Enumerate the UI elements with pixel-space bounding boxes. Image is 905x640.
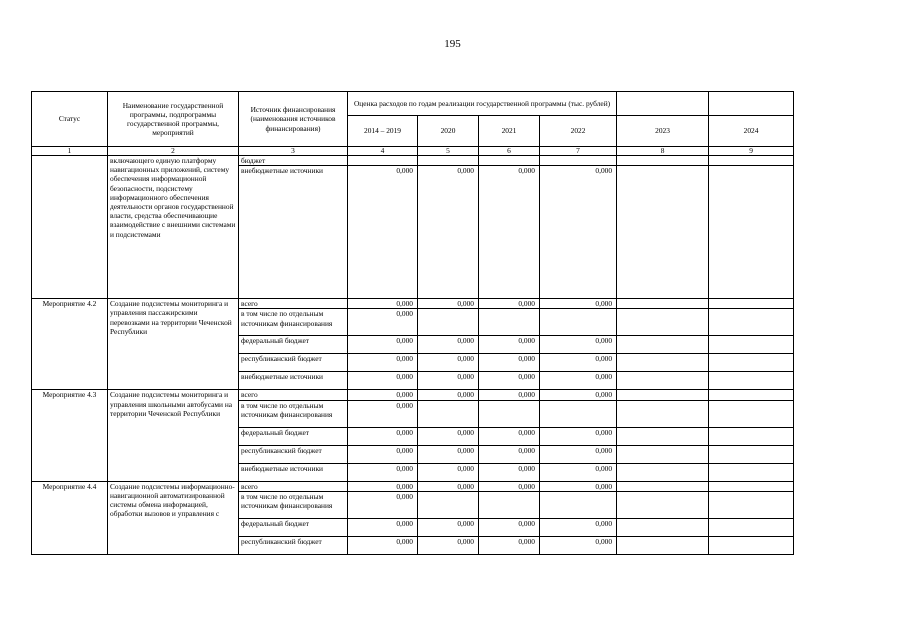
header-year: 2021	[479, 116, 540, 147]
source-cell: федеральный бюджет	[239, 427, 348, 445]
header-empty-9	[709, 92, 794, 116]
empty-cell	[617, 372, 709, 390]
value-cell: 0,000	[418, 536, 479, 554]
value-cell: 0,000	[418, 463, 479, 481]
value-cell: 0,000	[479, 354, 540, 372]
value-cell: 0,000	[348, 390, 418, 400]
value-cell: 0,000	[348, 354, 418, 372]
empty-cell	[617, 481, 709, 491]
empty-cell	[709, 309, 794, 336]
value-cell: 0,000	[418, 390, 479, 400]
name-cell: Создание подсистемы мониторинга и управления школьными автобусами на территории Чеченской Республики	[108, 390, 239, 481]
value-cell: 0,000	[540, 390, 617, 400]
header-year: 2014 – 2019	[348, 116, 418, 147]
index-cell: 6	[479, 147, 540, 156]
value-cell: 0,000	[418, 427, 479, 445]
empty-cell	[709, 481, 794, 491]
empty-cell	[617, 536, 709, 554]
value-cell: 0,000	[479, 445, 540, 463]
value-cell: 0,000	[540, 463, 617, 481]
empty-cell	[617, 299, 709, 309]
value-cell: 0,000	[418, 372, 479, 390]
source-cell: всего	[239, 299, 348, 309]
value-cell: 0,000	[418, 354, 479, 372]
status-cell: Мероприятие 4.2	[32, 299, 108, 390]
value-cell	[479, 400, 540, 427]
source-cell: в том числе по отдельным источникам финансирования	[239, 309, 348, 336]
value-cell	[348, 156, 418, 166]
empty-cell	[617, 518, 709, 536]
empty-cell	[617, 309, 709, 336]
value-cell: 0,000	[418, 518, 479, 536]
value-cell: 0,000	[540, 445, 617, 463]
name-cell: Создание подсистемы информационно-навигационной автоматизированной системы обмена информацией, обработки вызовов и управления с	[108, 481, 239, 554]
value-cell: 0,000	[479, 518, 540, 536]
page-number: 195	[444, 38, 461, 50]
value-cell: 0,000	[479, 463, 540, 481]
header-source: Источник финансирования (наименования источников финансирования)	[239, 92, 348, 147]
value-cell	[418, 309, 479, 336]
value-cell	[479, 309, 540, 336]
empty-cell	[709, 299, 794, 309]
value-cell: 0,000	[479, 372, 540, 390]
index-cell: 7	[540, 147, 617, 156]
name-cell: включающего единую платформу навигационных приложений, систему обеспечения информационной безопасности, подсистему информационного обеспечения деятельности органов государственной власти, средства обеспечивающие взаимодействие с внешними системами и подсистемами	[108, 156, 239, 299]
empty-cell	[617, 156, 709, 166]
value-cell: 0,000	[348, 536, 418, 554]
empty-cell	[709, 518, 794, 536]
empty-cell	[709, 166, 794, 299]
table-row	[32, 299, 794, 309]
status-cell: Мероприятие 4.4	[32, 481, 108, 554]
value-cell: 0,000	[348, 481, 418, 491]
source-cell: федеральный бюджет	[239, 336, 348, 354]
empty-cell	[709, 445, 794, 463]
value-cell: 0,000	[540, 354, 617, 372]
value-cell: 0,000	[348, 427, 418, 445]
source-cell: внебюджетные источники	[239, 372, 348, 390]
header-name: Наименование государственной программы, подпрограммы государственной программы, мероприятий	[108, 92, 239, 147]
value-cell: 0,000	[418, 166, 479, 299]
source-cell: республиканский бюджет	[239, 536, 348, 554]
value-cell: 0,000	[479, 536, 540, 554]
value-cell: 0,000	[540, 427, 617, 445]
source-cell: внебюджетные источники	[239, 463, 348, 481]
value-cell: 0,000	[348, 445, 418, 463]
value-cell: 0,000	[540, 299, 617, 309]
source-cell: бюджет	[239, 156, 348, 166]
value-cell	[540, 491, 617, 518]
value-cell: 0,000	[348, 309, 418, 336]
source-cell: республиканский бюджет	[239, 445, 348, 463]
value-cell: 0,000	[479, 481, 540, 491]
value-cell: 0,000	[479, 166, 540, 299]
value-cell	[540, 156, 617, 166]
status-cell	[32, 156, 108, 299]
value-cell	[479, 156, 540, 166]
header-status: Статус	[32, 92, 108, 147]
table-row	[32, 481, 794, 491]
budget-table	[31, 91, 794, 555]
value-cell	[540, 309, 617, 336]
empty-cell	[617, 463, 709, 481]
value-cell: 0,000	[479, 427, 540, 445]
value-cell: 0,000	[540, 166, 617, 299]
empty-cell	[709, 536, 794, 554]
header-year: 2022	[540, 116, 617, 147]
status-cell: Мероприятие 4.3	[32, 390, 108, 481]
header-year: 2024	[709, 116, 794, 147]
value-cell: 0,000	[479, 299, 540, 309]
value-cell: 0,000	[348, 372, 418, 390]
value-cell	[540, 400, 617, 427]
header-year: 2020	[418, 116, 479, 147]
index-cell: 8	[617, 147, 709, 156]
empty-cell	[709, 156, 794, 166]
value-cell: 0,000	[348, 299, 418, 309]
empty-cell	[709, 372, 794, 390]
value-cell: 0,000	[418, 445, 479, 463]
value-cell: 0,000	[540, 336, 617, 354]
empty-cell	[709, 354, 794, 372]
value-cell: 0,000	[348, 336, 418, 354]
source-cell: в том числе по отдельным источникам финансирования	[239, 400, 348, 427]
table-row	[32, 390, 794, 400]
source-cell: внебюджетные источники	[239, 166, 348, 299]
table-body	[32, 147, 794, 555]
empty-cell	[617, 166, 709, 299]
empty-cell	[709, 463, 794, 481]
empty-cell	[709, 491, 794, 518]
value-cell: 0,000	[418, 336, 479, 354]
source-cell: всего	[239, 390, 348, 400]
source-cell: всего	[239, 481, 348, 491]
value-cell	[418, 491, 479, 518]
value-cell: 0,000	[479, 390, 540, 400]
value-cell: 0,000	[540, 481, 617, 491]
index-cell: 5	[418, 147, 479, 156]
name-cell: Создание подсистемы мониторинга и управления пассажирскими перевозками на территории Чеченской Республики	[108, 299, 239, 390]
value-cell: 0,000	[540, 372, 617, 390]
source-cell: федеральный бюджет	[239, 518, 348, 536]
value-cell	[418, 400, 479, 427]
value-cell: 0,000	[348, 166, 418, 299]
empty-cell	[709, 427, 794, 445]
empty-cell	[617, 354, 709, 372]
empty-cell	[709, 336, 794, 354]
header-estimate: Оценка расходов по годам реализации государственной программы (тыс. рублей)	[348, 92, 617, 116]
value-cell: 0,000	[540, 518, 617, 536]
index-cell: 9	[709, 147, 794, 156]
table-row	[32, 156, 794, 166]
value-cell: 0,000	[348, 400, 418, 427]
value-cell: 0,000	[348, 491, 418, 518]
empty-cell	[709, 400, 794, 427]
empty-cell	[617, 445, 709, 463]
empty-cell	[617, 336, 709, 354]
header-empty-8	[617, 92, 709, 116]
empty-cell	[617, 427, 709, 445]
value-cell: 0,000	[418, 481, 479, 491]
index-cell: 4	[348, 147, 418, 156]
source-cell: в том числе по отдельным источникам финансирования	[239, 491, 348, 518]
value-cell: 0,000	[348, 518, 418, 536]
empty-cell	[709, 390, 794, 400]
source-cell: республиканский бюджет	[239, 354, 348, 372]
index-cell: 2	[108, 147, 239, 156]
header-year: 2023	[617, 116, 709, 147]
index-cell: 1	[32, 147, 108, 156]
index-cell: 3	[239, 147, 348, 156]
empty-cell	[617, 400, 709, 427]
value-cell	[418, 156, 479, 166]
index-row	[32, 147, 794, 156]
empty-cell	[617, 491, 709, 518]
value-cell: 0,000	[348, 463, 418, 481]
value-cell	[479, 491, 540, 518]
value-cell: 0,000	[479, 336, 540, 354]
value-cell: 0,000	[540, 536, 617, 554]
empty-cell	[617, 390, 709, 400]
value-cell: 0,000	[418, 299, 479, 309]
